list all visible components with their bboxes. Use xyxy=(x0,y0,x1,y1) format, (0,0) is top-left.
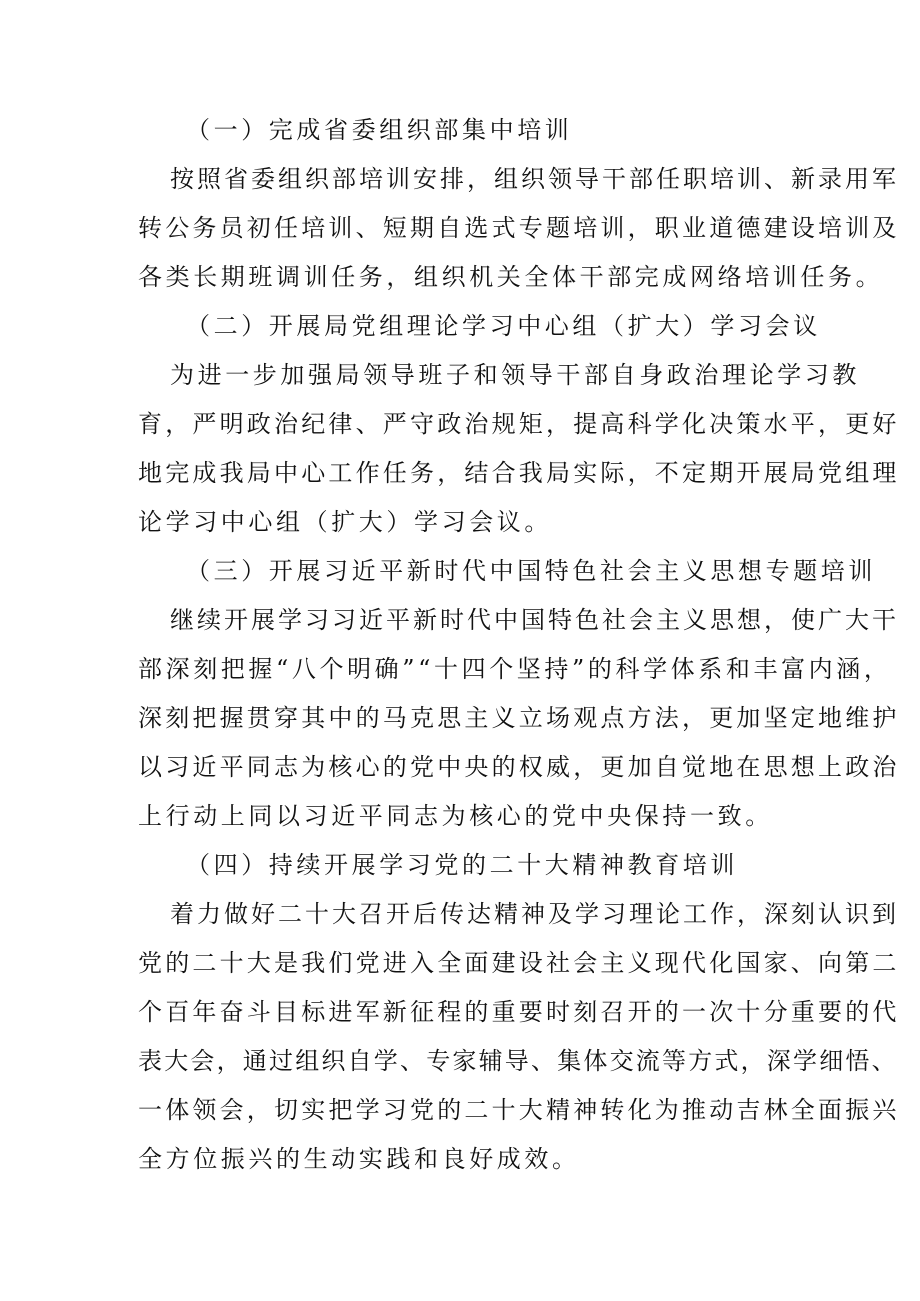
section-4-line-3: 个百年奋斗目标进军新征程的重要时刻召开的一次十分重要的代 xyxy=(138,998,900,1026)
section-2-heading: （二）开展局党组理论学习中心组（扩大）学习会议 xyxy=(186,312,821,340)
section-1-line-1: 按照省委组织部培训安排，组织领导干部任职培训、新录用军 xyxy=(170,165,899,193)
section-4-heading: （四）持续开展学习党的二十大精神教育培训 xyxy=(186,851,738,879)
section-2-line-2: 育，严明政治纪律、严守政治规矩，提高科学化决策水平，更好 xyxy=(138,410,900,438)
section-4-line-2: 党的二十大是我们党进入全面建设社会主义现代化国家、向第二 xyxy=(138,949,900,977)
section-3-heading: （三）开展习近平新时代中国特色社会主义思想专题培训 xyxy=(186,557,876,585)
section-1-line-3: 各类长期班调训任务，组织机关全体干部完成网络培训任务。 xyxy=(138,263,884,291)
section-4-line-4: 表大会，通过组织自学、专家辅导、集体交流等方式，深学细悟、 xyxy=(138,1047,898,1075)
section-4-line-6: 全方位振兴的生动实践和良好成效。 xyxy=(138,1145,580,1173)
section-1-heading: （一）完成省委组织部集中培训 xyxy=(186,116,573,144)
section-3-line-4: 以习近平同志为核心的党中央的权威，更加自觉地在思想上政治 xyxy=(138,753,900,781)
section-4-line-5: 一体领会，切实把学习党的二十大精神转化为推动吉林全面振兴 xyxy=(138,1096,900,1124)
section-3-line-1: 继续开展学习习近平新时代中国特色社会主义思想，使广大干 xyxy=(170,606,899,634)
section-2-line-4: 论学习中心组（扩大）学习会议。 xyxy=(138,508,552,536)
section-2-line-3: 地完成我局中心工作任务，结合我局实际，不定期开展局党组理 xyxy=(138,459,900,487)
section-1-line-2: 转公务员初任培训、短期自选式专题培训，职业道德建设培训及 xyxy=(138,214,900,242)
section-2-line-1: 为进一步加强局领导班子和领导干部自身政治理论学习教 xyxy=(170,361,860,389)
section-3-line-5: 上行动上同以习近平同志为核心的党中央保持一致。 xyxy=(138,802,773,830)
section-3-line-2: 部深刻把握“八个明确”“十四个坚持”的科学体系和丰富内涵， xyxy=(138,655,892,683)
section-4-line-1: 着力做好二十大召开后传达精神及学习理论工作，深刻认识到 xyxy=(170,900,899,928)
section-3-line-3: 深刻把握贯穿其中的马克思主义立场观点方法，更加坚定地维护 xyxy=(138,704,900,732)
